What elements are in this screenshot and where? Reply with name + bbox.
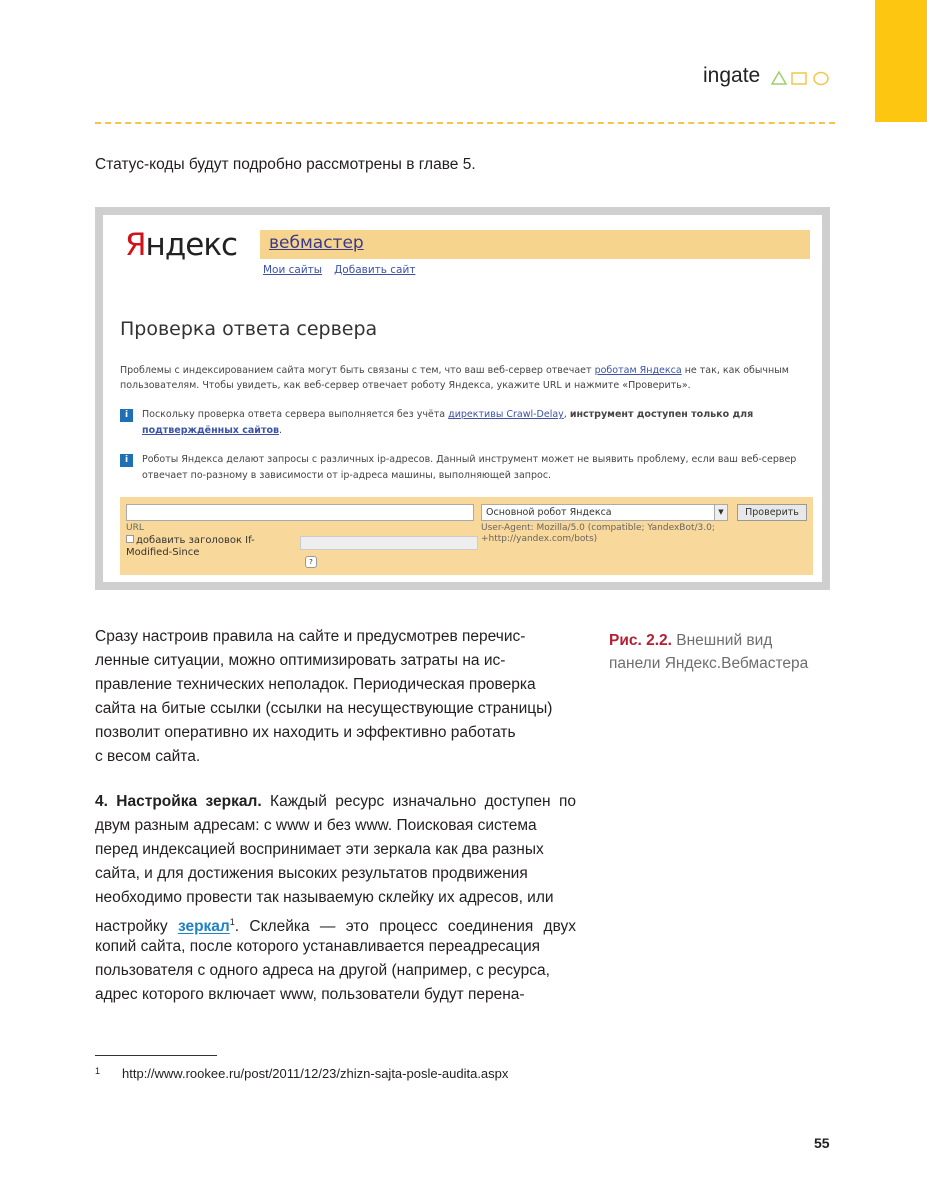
check-button[interactable]: Проверить [737, 504, 807, 521]
ims-checkbox[interactable]: добавить заголовок If-Modified-Since [126, 535, 255, 558]
info-note: i Роботы Яндекса делают запросы с различных ip-адресов. Данный инструмент может не выявить проблему, если ваш веб-сервер отвечает по-разному в зависимости от ip-адреса машины, выполняющей запрос. [120, 452, 810, 484]
service-bar [260, 230, 810, 259]
help-icon[interactable]: ? [305, 556, 317, 568]
paragraph-1: Сразу настроив правила на сайте и предусмотрев перечис- ленные ситуации, можно оптимизировать затраты на ис- правление технических неполадок. Периодическая проверка сайта на битые ссылки (ссылки на несуществующие страницы) позволит оперативно их находить и эффективно работать с весом сайта. [95, 628, 553, 766]
yandex-logo: Яндекс [125, 227, 238, 263]
header-divider [95, 122, 835, 124]
footnote-divider [95, 1055, 217, 1056]
info-note: i Поскольку проверка ответа сервера выполняется без учёта директивы Crawl-Delay, инструмент доступен только для подтверждённых сайтов. [120, 407, 810, 439]
description: Проблемы с индексированием сайта могут быть связаны с тем, что ваш веб-сервер отвечает роботам Яндекса не так, как обычным пользователям. Чтобы увидеть, как веб-сервер отвечает роботу Яндекса, укажите URL и нажмите «Проверить». [120, 365, 789, 391]
chapter-tab [875, 0, 927, 122]
robots-link[interactable]: роботам Яндекса [594, 365, 682, 376]
footnote: $^1$ http://www.rookee.ru/post/2011/12/23/zhizn-sajta-posle-audita.aspx [95, 1066, 509, 1081]
page-number: 55 [814, 1135, 830, 1151]
chevron-down-icon: ▼ [714, 505, 727, 520]
figure-caption: Рис. 2.2. Внешний вид панели Яндекс.Вебмастера [609, 632, 809, 672]
ims-date-input[interactable] [300, 536, 478, 550]
service-link[interactable]: вебмастер [269, 233, 364, 253]
screenshot-title: Проверка ответа сервера [120, 318, 378, 340]
screenshot-figure [95, 207, 830, 590]
my-sites-link[interactable]: Мои сайты [263, 264, 323, 276]
brand-name: ingate [703, 64, 761, 87]
robot-select[interactable]: Основной робот Яндекса ▼ [481, 504, 728, 521]
info-icon: i [120, 409, 133, 422]
add-site-link[interactable]: Добавить сайт [334, 264, 416, 276]
mirrors-link[interactable]: зеркал [177, 918, 230, 936]
verified-sites-link[interactable]: подтверждённых сайтов [142, 425, 279, 436]
url-input[interactable] [126, 504, 474, 521]
url-label: URL [126, 523, 144, 533]
info-icon: i [120, 454, 133, 467]
user-agent: User-Agent: Mozilla/5.0 (compatible; YandexBot/3.0; +http://yandex.com/bots) [481, 523, 715, 544]
paragraph-2: 4. Настройка зеркал. Каждый ресурс изначально доступен по двум разным адресам: с www и без www. Поисковая система перед индексацией воспринимает эти зеркала как два разных сайта, и для достижения высоких результатов продвижения необходимо провести так называемую склейку их адресов, или настройку зеркал$^1$. Склейка — это процесс соединения двух копий сайта, после которого устанавливается переадресация пользователя с одного адреса на другой (например, с ресурса, адрес которого включает www, пользователи будут перена- [95, 793, 576, 1003]
intro-text: Статус-коды будут подробно рассмотрены в главе 5. [95, 156, 476, 173]
crawl-delay-link[interactable]: директивы Crawl-Delay [448, 409, 564, 420]
check-form [120, 497, 813, 575]
brand-shapes-icon [770, 70, 832, 86]
